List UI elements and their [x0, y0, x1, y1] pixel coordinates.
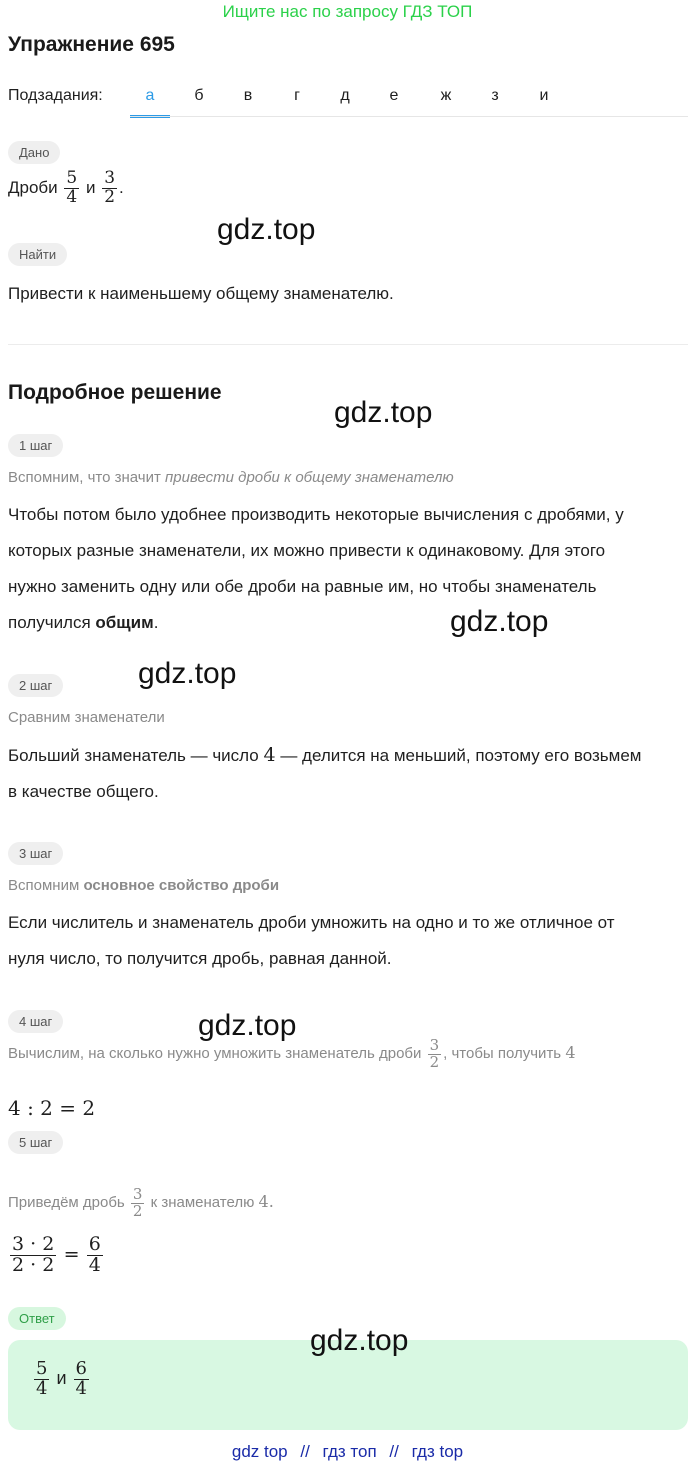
- fraction-6-4-answer: $\frac{6}{4}$: [75, 1358, 87, 1399]
- tab-a[interactable]: а: [130, 87, 170, 118]
- given-text: Дроби $\frac{5}{4}$ и $\frac{3}{2}$ .: [8, 168, 124, 207]
- divider: [8, 344, 688, 345]
- answer-text: $\frac{5}{4}$ и $\frac{6}{4}$: [36, 1358, 87, 1399]
- search-banner: Ищите нас по запросу ГДЗ ТОП: [222, 2, 473, 21]
- subtasks-label: Подзадания:: [8, 87, 103, 104]
- watermark: gdz.top: [310, 1324, 409, 1357]
- step-3-chip: 3 шаг: [8, 842, 63, 865]
- fraction-3-2: $\frac{3}{2}$: [104, 168, 116, 207]
- footer-link-gdz-top[interactable]: gdz top: [231, 1442, 288, 1461]
- tab-z[interactable]: з: [491, 87, 499, 104]
- find-chip: Найти: [8, 243, 67, 266]
- tab-v[interactable]: в: [243, 87, 253, 104]
- step-5-note: Приведём дробь $\frac{3}{2}$ к знаменателю 4.: [8, 1185, 274, 1220]
- fraction-left: $\frac{3 \cdot 2}{2 \cdot 2}$: [12, 1233, 55, 1276]
- given-label: Дроби: [8, 177, 58, 197]
- subtask-tabs: [8, 87, 688, 117]
- page-title: Упражнение 695: [8, 33, 175, 56]
- step-2-chip: 2 шаг: [8, 674, 63, 697]
- step-1-chip: 1 шаг: [8, 434, 63, 457]
- tab-b[interactable]: б: [194, 87, 204, 104]
- step-4-formula: 4 : 2 = 2: [8, 1096, 96, 1120]
- tabs-underline: [130, 116, 688, 117]
- step-3-text: Если числитель и знаменатель дроби умножить на одно и то же отличное от нуля число, то получится дробь, равная данной.: [8, 913, 615, 968]
- fraction-5-4-answer: $\frac{5}{4}$: [36, 1358, 48, 1399]
- fraction-3-2-note: $\frac{3}{2}$: [429, 1036, 440, 1071]
- watermark: gdz.top: [138, 657, 237, 690]
- find-text: Привести к наименьшему общему знаменателю.: [8, 284, 394, 303]
- given-conj: и: [85, 177, 96, 197]
- tab-i[interactable]: и: [539, 87, 549, 104]
- step-1-note: Вспомним, что значит привести дроби к общему знаменателю: [8, 469, 454, 486]
- step-5-chip: 5 шаг: [8, 1131, 63, 1154]
- tab-d[interactable]: д: [340, 87, 350, 104]
- answer-chip: Ответ: [8, 1307, 66, 1330]
- tab-zh[interactable]: ж: [440, 87, 452, 104]
- step-1-text: Чтобы потом было удобнее производить некоторые вычисления с дробями, у которых разные знаменатели, их можно привести к одинаковому. Для этого нужно заменить одну или обе дроби на равные им, но чтобы знаменатель получился общим.: [8, 505, 624, 632]
- step-4-note: Вычислим, на сколько нужно умножить знаменатель дроби $\frac{3}{2}$ , чтобы получить 4: [8, 1036, 576, 1071]
- fraction-right: $\frac{6}{4}$: [88, 1233, 101, 1276]
- tab-g[interactable]: г: [294, 87, 300, 104]
- solution-title: Подробное решение: [8, 381, 222, 404]
- watermark: gdz.top: [217, 213, 316, 246]
- watermark: gdz.top: [198, 1009, 297, 1042]
- footer-link-gdz-top-ru[interactable]: гдз топ: [322, 1442, 377, 1461]
- step-2-note: Сравним знаменатели: [8, 709, 165, 726]
- fraction-5-4: $\frac{5}{4}$: [66, 168, 78, 207]
- fraction-3-2-step5: $\frac{3}{2}$: [132, 1185, 143, 1220]
- footer-separator: //: [389, 1442, 399, 1461]
- step-3-note: Вспомним основное свойство дроби: [8, 877, 280, 894]
- step-2-text: Больший знаменатель — число 4 — делится на меньший, поэтому его возьмем в качестве общего.: [8, 744, 642, 801]
- footer-link-gdz-top-mixed[interactable]: гдз top: [411, 1442, 464, 1461]
- watermark: gdz.top: [334, 396, 433, 429]
- footer-separator: //: [300, 1442, 310, 1461]
- step-5-formula: $\frac{3 \cdot 2}{2 \cdot 2}$ = $\frac{6}{4}$: [12, 1233, 101, 1276]
- step-4-chip: 4 шаг: [8, 1010, 63, 1033]
- watermark: gdz.top: [450, 605, 549, 638]
- tab-e[interactable]: е: [389, 87, 399, 104]
- footer-links: [0, 1442, 695, 1462]
- given-chip: Дано: [8, 141, 60, 164]
